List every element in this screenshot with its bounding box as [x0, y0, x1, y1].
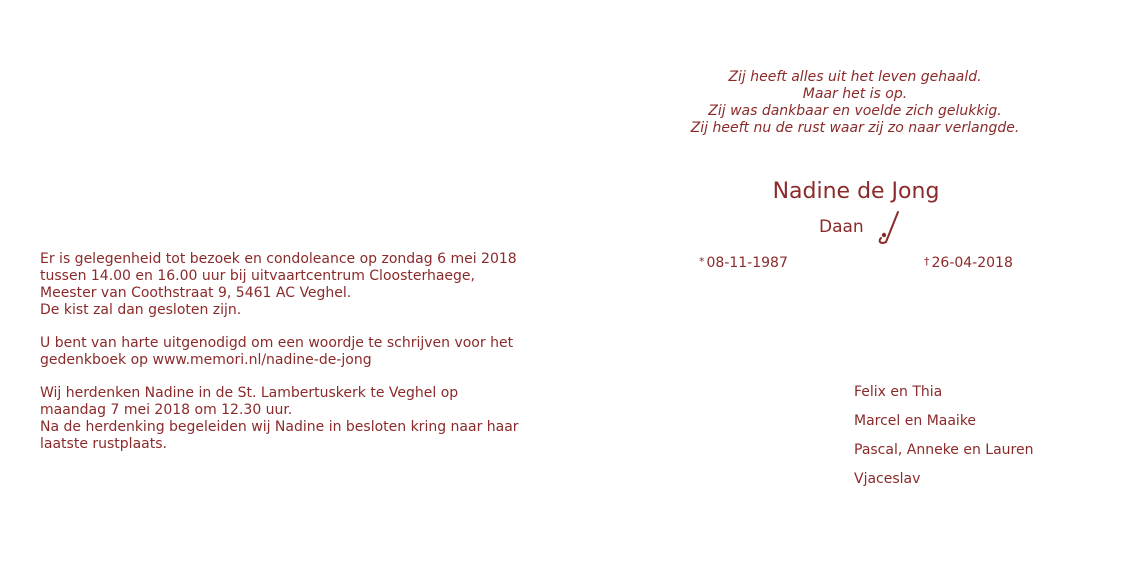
- poem-line: Zij was dankbaar en voelde zich gelukkig.: [708, 103, 1002, 119]
- poem-line: Maar het is op.: [802, 86, 908, 102]
- poem-line: Zij heeft alles uit het leven gehaald.: [728, 69, 982, 85]
- birth-symbol: *: [699, 255, 705, 268]
- deceased-nickname: Daan: [819, 217, 864, 237]
- info-line: Wij herdenken Nadine in de St. Lambertuskerk te Veghel op: [40, 385, 459, 401]
- info-line: laatste rustplaats.: [40, 436, 167, 452]
- birth-date-value: 08-11-1987: [706, 255, 788, 271]
- info-line: U bent van harte uitgenodigd om een woordje te schrijven voor het: [40, 335, 514, 351]
- death-date-value: 26-04-2018: [931, 255, 1013, 271]
- poem-line: Zij heeft nu de rust waar zij zo naar verlangde.: [690, 120, 1020, 136]
- info-text-block: [40, 251, 560, 469]
- memorial-service-paragraph: [40, 385, 560, 453]
- info-line: tussen 14.00 en 16.00 uur bij uitvaartcentrum Cloosterhaege,: [40, 268, 475, 284]
- hockey-stick-icon: [877, 211, 901, 245]
- birth-date: [699, 254, 788, 273]
- info-line: Na de herdenking begeleiden wij Nadine in besloten kring naar haar: [40, 419, 519, 435]
- info-line: De kist zal dan gesloten zijn.: [40, 302, 242, 318]
- visitation-paragraph: [40, 251, 560, 319]
- poem: [640, 69, 1070, 137]
- guestbook-paragraph: [40, 335, 560, 369]
- death-symbol: †: [924, 255, 930, 268]
- info-line: Meester van Coothstraat 9, 5461 AC Veghel.: [40, 285, 352, 301]
- death-date: [924, 254, 1013, 273]
- family-list: [854, 382, 1033, 498]
- family-item: Vjaceslav: [854, 471, 921, 487]
- info-line: maandag 7 mei 2018 om 12.30 uur.: [40, 402, 293, 418]
- family-item: Felix en Thia: [854, 384, 943, 400]
- family-item: Marcel en Maaike: [854, 413, 977, 429]
- info-line: gedenkboek op www.memori.nl/nadine-de-jong: [40, 352, 372, 368]
- family-item: Pascal, Anneke en Lauren: [854, 442, 1034, 458]
- info-line: Er is gelegenheid tot bezoek en condoleance op zondag 6 mei 2018: [40, 251, 517, 267]
- deceased-name: Nadine de Jong: [772, 179, 940, 204]
